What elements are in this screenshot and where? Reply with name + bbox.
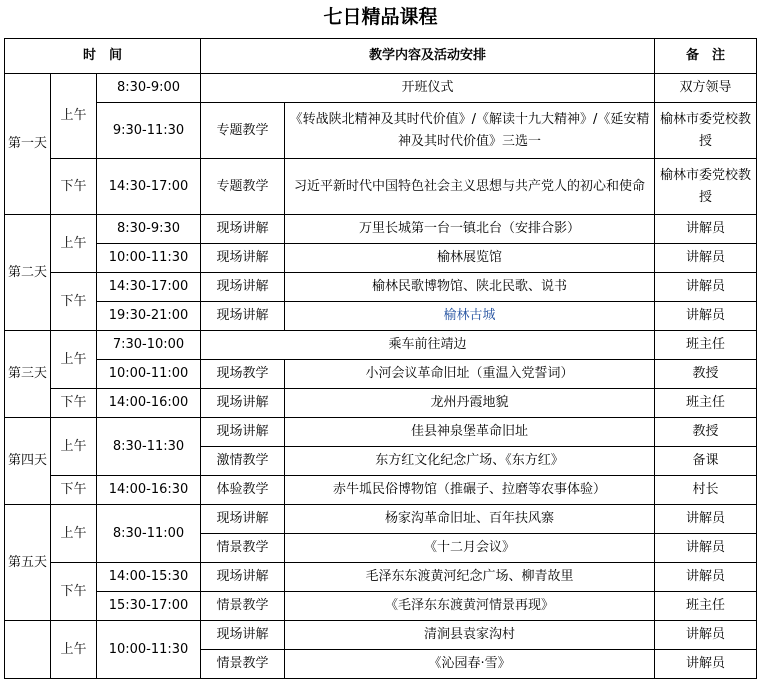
header-note: 备 注 [655,39,757,74]
note-cell: 讲解员 [655,302,757,331]
note-cell: 村长 [655,476,757,505]
time-cell: 9:30-11:30 [97,103,201,159]
content-cell: 《毛泽东东渡黄河情景再现》 [285,592,655,621]
content-cell: 佳县神泉堡革命旧址 [285,418,655,447]
time-cell: 10:00-11:30 [97,621,201,679]
content-cell: 小河会议革命旧址（重温入党誓词） [285,360,655,389]
period-cell: 上午 [51,418,97,476]
type-cell: 现场讲解 [201,621,285,650]
table-row [5,505,757,534]
note-cell: 教授 [655,418,757,447]
content-cell: 杨家沟革命旧址、百年扶风寨 [285,505,655,534]
content-cell: 习近平新时代中国特色社会主义思想与共产党人的初心和使命 [285,159,655,215]
period-cell: 下午 [51,273,97,331]
time-cell: 14:00-15:30 [97,563,201,592]
note-cell: 讲解员 [655,505,757,534]
time-cell: 8:30-11:00 [97,505,201,563]
content-cell: 赤牛坬民俗博物馆（推碾子、拉磨等农事体验） [285,476,655,505]
note-cell: 班主任 [655,592,757,621]
period-cell: 下午 [51,476,97,505]
day-cell: 第五天 [5,505,51,621]
content-cell: 龙州丹霞地貌 [285,389,655,418]
note-cell: 讲解员 [655,273,757,302]
content-cell: 万里长城第一台一镇北台（安排合影） [285,215,655,244]
note-cell: 讲解员 [655,563,757,592]
period-cell: 下午 [51,563,97,621]
note-cell: 教授 [655,360,757,389]
type-cell: 专题教学 [201,103,285,159]
period-cell: 上午 [51,74,97,159]
table-row [5,563,757,592]
note-cell: 讲解员 [655,621,757,650]
type-cell: 情景教学 [201,592,285,621]
type-cell: 现场讲解 [201,244,285,273]
time-cell: 10:00-11:00 [97,360,201,389]
type-cell: 专题教学 [201,159,285,215]
schedule-table [4,38,757,679]
time-cell: 14:30-17:00 [97,159,201,215]
table-row [5,74,757,103]
content-cell: 清涧县袁家沟村 [285,621,655,650]
note-cell: 班主任 [655,389,757,418]
period-cell: 下午 [51,389,97,418]
content-cell: 《十二月会议》 [285,534,655,563]
time-cell: 15:30-17:00 [97,592,201,621]
period-cell: 上午 [51,331,97,389]
type-cell: 情景教学 [201,650,285,679]
period-cell: 上午 [51,621,97,679]
time-cell: 7:30-10:00 [97,331,201,360]
time-cell: 8:30-9:00 [97,74,201,103]
day-cell [5,621,51,679]
content-cell: 榆林展览馆 [285,244,655,273]
table-row [5,389,757,418]
table-row [5,331,757,360]
table-row [5,215,757,244]
content-cell: 《沁园春·雪》 [285,650,655,679]
type-cell: 现场讲解 [201,215,285,244]
time-cell: 14:00-16:30 [97,476,201,505]
table-row [5,476,757,505]
type-cell: 体验教学 [201,476,285,505]
note-cell: 讲解员 [655,650,757,679]
page-title: 七日精品课程 [323,6,438,28]
day-cell: 第四天 [5,418,51,505]
table-row [5,302,757,331]
time-cell: 19:30-21:00 [97,302,201,331]
table-row [5,592,757,621]
content-cell: 开班仪式 [201,74,655,103]
content-cell: 《转战陕北精神及其时代价值》/《解读十九大精神》/《延安精神及其时代价值》三选一 [285,103,655,159]
note-cell: 班主任 [655,331,757,360]
day-cell: 第三天 [5,331,51,418]
type-cell: 现场讲解 [201,273,285,302]
type-cell: 现场讲解 [201,563,285,592]
type-cell: 现场讲解 [201,302,285,331]
note-cell: 讲解员 [655,215,757,244]
type-cell: 激情教学 [201,447,285,476]
header-content: 教学内容及活动安排 [201,39,655,74]
type-cell: 现场讲解 [201,389,285,418]
header-row [5,39,757,74]
note-cell: 榆林市委党校教授 [655,159,757,215]
table-row [5,273,757,302]
time-cell: 14:30-17:00 [97,273,201,302]
time-cell: 8:30-11:30 [97,418,201,476]
note-cell: 讲解员 [655,534,757,563]
table-row [5,103,757,159]
note-cell: 讲解员 [655,244,757,273]
period-cell: 上午 [51,505,97,563]
note-cell: 备课 [655,447,757,476]
day-cell: 第一天 [5,74,51,215]
table-row [5,621,757,650]
note-cell: 双方领导 [655,74,757,103]
table-row [5,360,757,389]
time-cell: 10:00-11:30 [97,244,201,273]
content-cell: 榆林民歌博物馆、陕北民歌、说书 [285,273,655,302]
content-cell: 毛泽东东渡黄河纪念广场、柳青故里 [285,563,655,592]
type-cell: 现场讲解 [201,418,285,447]
time-cell: 14:00-16:00 [97,389,201,418]
day-cell: 第二天 [5,215,51,331]
type-cell: 现场教学 [201,360,285,389]
table-row [5,418,757,447]
content-link[interactable]: 榆林古城 [285,302,655,331]
content-cell: 乘车前往靖边 [201,331,655,360]
type-cell: 现场讲解 [201,505,285,534]
table-row [5,244,757,273]
type-cell: 情景教学 [201,534,285,563]
content-cell: 东方红文化纪念广场、《东方红》 [285,447,655,476]
time-cell: 8:30-9:30 [97,215,201,244]
table-row [5,159,757,215]
note-cell: 榆林市委党校教授 [655,103,757,159]
period-cell: 下午 [51,159,97,215]
header-time: 时 间 [5,39,201,74]
period-cell: 上午 [51,215,97,273]
